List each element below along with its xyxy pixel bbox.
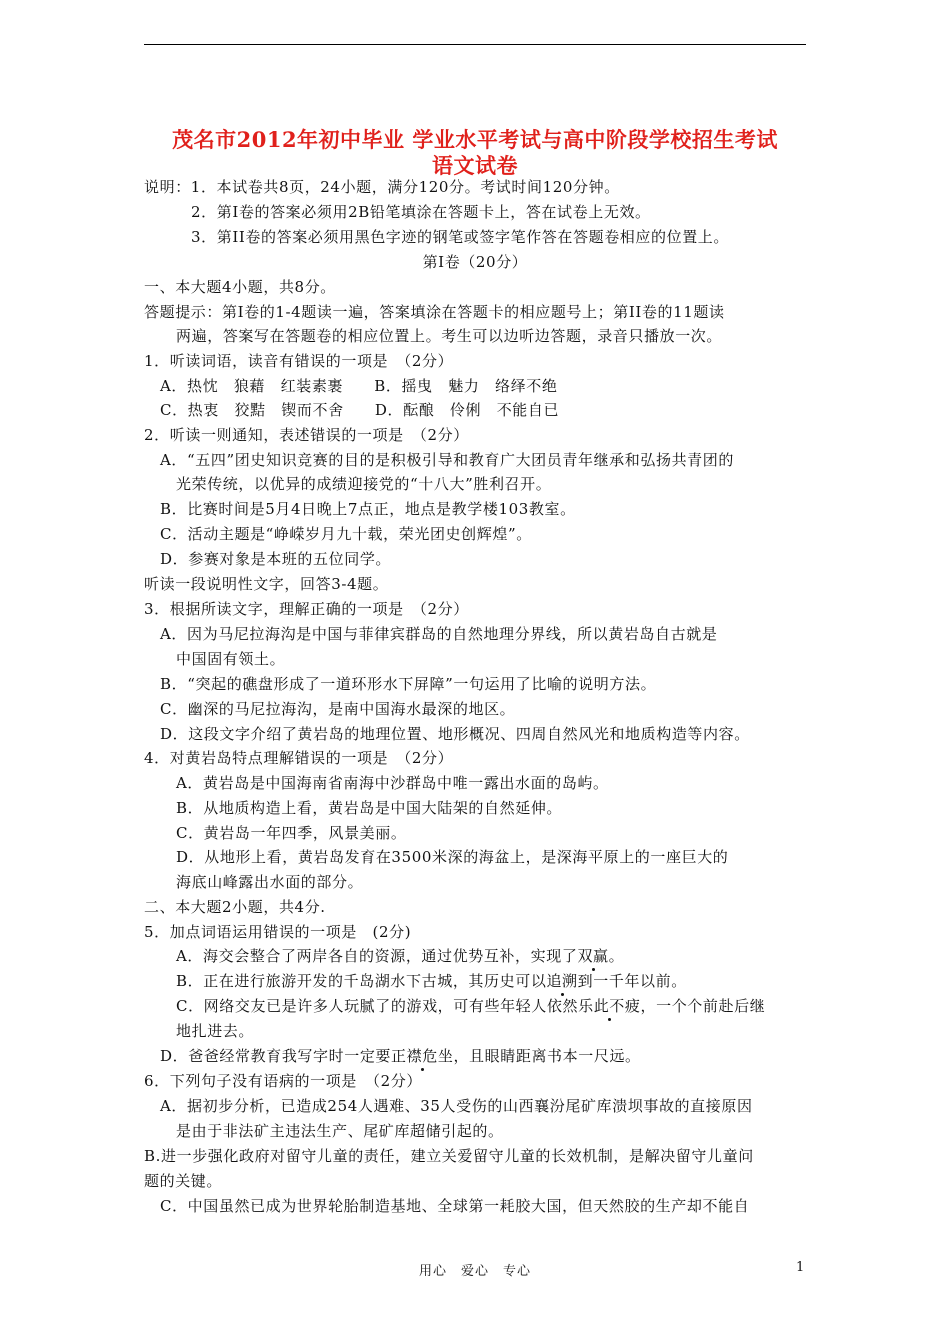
q5-a-emphasized: 双赢 <box>577 947 609 965</box>
q4-option-b: B．从地质构造上看，黄岩岛是中国大陆架的自然延伸。 <box>176 799 563 817</box>
section-2-heading: 二、本大题2小题，共4分. <box>144 898 326 916</box>
q1-stem: 1．听读词语，读音有错误的一项是 （2分） <box>144 352 454 370</box>
header-rule <box>144 44 806 45</box>
q6-option-a-cont: 是由于非法矿主违法生产、尾矿库超储引起的。 <box>176 1122 504 1140</box>
answer-hint-line1: 答题提示：第Ⅰ卷的1-4题读一遍，答案填涂在答题卡的相应题号上；第II卷的11题读 <box>144 303 725 321</box>
q6-option-c: C．中国虽然已成为世界轮胎制造基地、全球第一耗胶大国，但天然胶的生产却不能自 <box>160 1197 750 1215</box>
q5-b-tail: 到一千年以前。 <box>577 972 687 990</box>
q4-stem: 4．对黄岩岛特点理解错误的一项是 （2分） <box>144 749 454 767</box>
q4-option-a: A．黄岩岛是中国海南省南海中沙群岛中唯一露出水面的岛屿。 <box>176 774 609 792</box>
q1-options-row2: C．热衷 狡黠 锲而不舍 D．酝酿 伶俐 不能自已 <box>160 401 560 419</box>
q5-option-d <box>160 1046 641 1066</box>
q2-option-b: B．比赛时间是5月4日晚上7点正，地点是教学楼103教室。 <box>160 500 576 518</box>
q1-options-row1: A．热忱 狼藉 红装素裹 B．摇曳 魅力 络绎不绝 <box>160 377 558 395</box>
section-1-heading: 一、本大题4小题，共8分。 <box>144 278 336 296</box>
q4-option-d: D．从地形上看，黄岩岛发育在3500米深的海盆上，是深海平原上的一座巨大的 <box>176 848 729 866</box>
q2-option-a-cont: 光荣传统，以优异的成绩迎接党的“十八大”胜利召开。 <box>176 475 552 493</box>
q5-option-c <box>176 996 765 1016</box>
q3-option-d: D．这段文字介绍了黄岩岛的地理位置、地形概况、四周自然风光和地质构造等内容。 <box>160 725 750 743</box>
q5-option-b <box>176 971 687 991</box>
q6-option-b-cont: 题的关键。 <box>144 1172 223 1190</box>
q4-option-c: C．黄岩岛一年四季，风景美丽。 <box>176 824 407 842</box>
q3-option-b: B．“突起的礁盘形成了一道环形水下屏障”一句运用了比喻的说明方法。 <box>160 675 657 693</box>
q5-c-text: C．网络交友已是许多人玩腻了的游戏，可有些年轻人依然 <box>176 997 579 1015</box>
listening-intro: 听读一段说明性文字，回答3-4题。 <box>144 575 389 593</box>
q2-option-c: C．活动主题是“峥嵘岁月九十载，荣光团史创辉煌”。 <box>160 525 532 543</box>
q2-stem: 2．听读一则通知，表述错误的一项是 （2分） <box>144 426 469 444</box>
q5-a-tail: 。 <box>608 947 625 965</box>
instruction-2: 2．第Ⅰ卷的答案必须用2B铅笔填涂在答题卡上，答在试卷上无效。 <box>191 203 651 221</box>
page-footer: 用心 爱心 专心 <box>418 1264 531 1279</box>
instruction-1: 说明：1．本试卷共8页，24小题，满分120分。考试时间120分钟。 <box>144 178 620 196</box>
q5-stem: 5．加点词语运用错误的一项是 (2分) <box>144 923 412 941</box>
q5-b-emphasized: 追溯 <box>546 972 578 990</box>
instruction-3: 3．第II卷的答案必须用黑色字迹的钢笔或签字笔作答在答题卷相应的位置上。 <box>191 228 729 246</box>
q5-d-emphasized: 正襟危坐 <box>391 1047 454 1065</box>
q5-d-text: D．爸爸经常教育我写字时一定要 <box>160 1047 392 1065</box>
exam-subtitle: 语文试卷 <box>432 153 518 178</box>
q5-c-emphasized: 乐此不疲 <box>578 997 641 1015</box>
q6-option-a: A．据初步分析，已造成254人遇难、35人受伤的山西襄汾尾矿库溃坝事故的直接原因 <box>160 1097 753 1115</box>
q3-option-a: A．因为马尼拉海沟是中国与菲律宾群岛的自然地理分界线，所以黄岩岛自古就是 <box>160 625 718 643</box>
q5-c-tail: ，一个个前赴后继 <box>640 997 766 1015</box>
q5-d-tail: ，且眼睛距离书本一尺远。 <box>453 1047 641 1065</box>
q2-option-d: D．参赛对象是本班的五位同学。 <box>160 550 392 568</box>
page-number: 1 <box>796 1260 805 1275</box>
q5-option-a <box>176 946 624 966</box>
q4-option-d-cont: 海底山峰露出水面的部分。 <box>176 873 364 891</box>
q5-option-c-cont: 地扎进去。 <box>176 1022 255 1040</box>
q2-option-a: A．“五四”团史知识竞赛的目的是积极引导和教育广大团员青年继承和弘扬共青团的 <box>160 451 734 469</box>
q3-option-c: C．幽深的马尼拉海沟，是南中国海水最深的地区。 <box>160 700 516 718</box>
part1-heading: 第Ⅰ卷（20分） <box>422 253 528 271</box>
q6-stem: 6．下列句子没有语病的一项是 （2分） <box>144 1072 422 1090</box>
answer-hint-line2: 两遍，答案写在答题卷的相应位置上。考生可以边听边答题，录音只播放一次。 <box>176 327 723 345</box>
q5-a-text: A．海交会整合了两岸各自的资源，通过优势互补，实现了 <box>176 947 578 965</box>
q3-stem: 3．根据所读文字，理解正确的一项是 （2分） <box>144 600 469 618</box>
q5-b-text: B．正在进行旅游开发的千岛湖水下古城，其历史可以 <box>176 972 547 990</box>
exam-title: 茂名市2012年初中毕业 学业水平考试与高中阶段学校招生考试 <box>172 127 778 152</box>
q3-option-a-cont: 中国固有领土。 <box>176 650 286 668</box>
q6-option-b: B.进一步强化政府对留守儿童的责任，建立关爱留守儿童的长效机制，是解决留守儿童问 <box>144 1147 754 1165</box>
